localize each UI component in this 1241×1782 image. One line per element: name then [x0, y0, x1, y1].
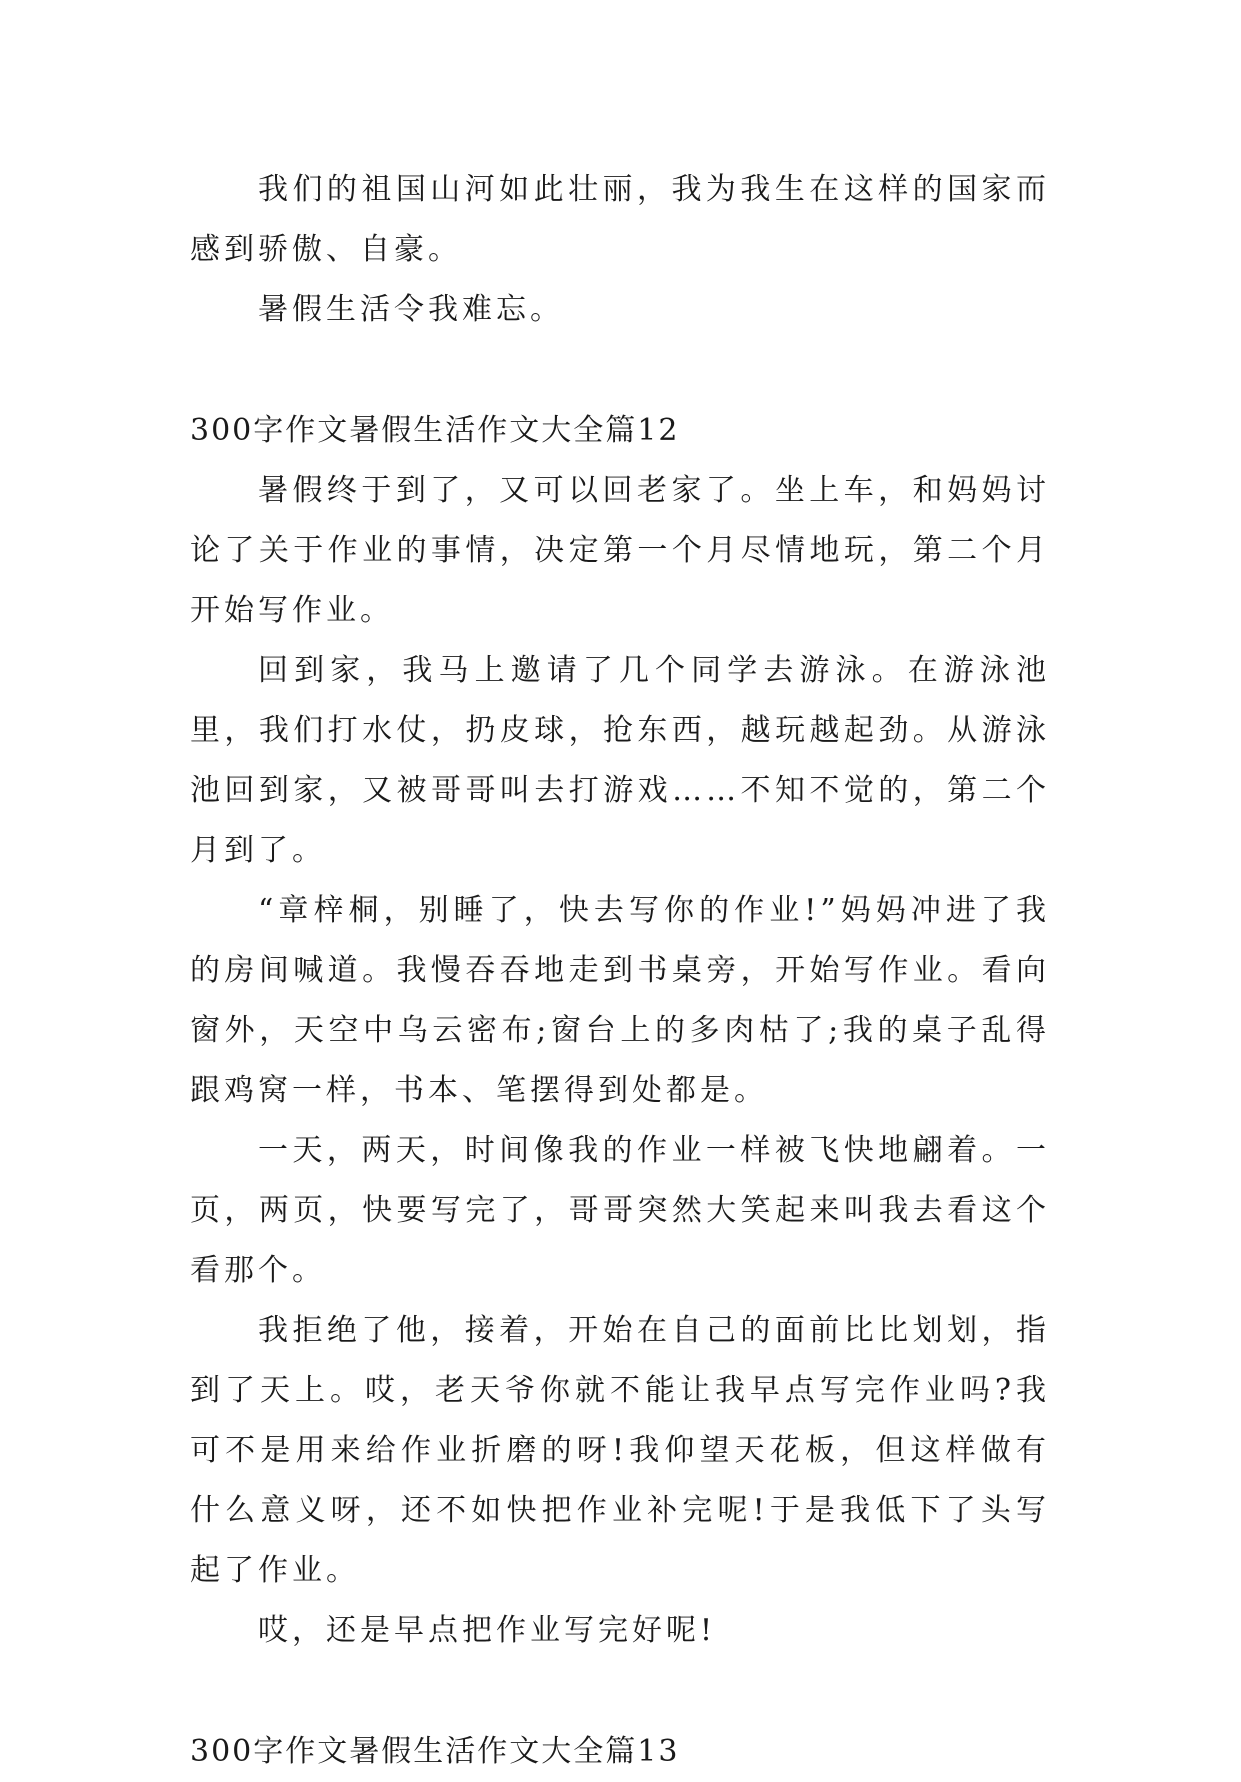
section-heading: 300字作文暑假生活作文大全篇12 — [190, 413, 680, 448]
section-gap — [190, 1661, 1050, 1722]
paragraph: 哎，还是早点把作业写完好呢! — [258, 1613, 717, 1648]
paragraph: “章梓桐，别睡了，快去写你的作业!”妈妈冲进了我的房间喊道。我慢吞吞地走到书桌旁，开始写作业。看向窗外，天空中乌云密布;窗台上的多肉枯了;我的桌子乱得跟鸡窝一样，书本、笔摆得到处都是。 — [190, 893, 1050, 1108]
paragraph: 一天，两天，时间像我的作业一样被飞快地翩着。一页，两页，快要写完了，哥哥突然大笑起来叫我去看这个看那个。 — [190, 1133, 1050, 1288]
section-heading: 300字作文暑假生活作文大全篇13 — [190, 1734, 680, 1769]
paragraph: 我拒绝了他，接着，开始在自己的面前比比划划，指到了天上。哎，老天爷你就不能让我早点写完作业吗?我可不是用来给作业折磨的呀!我仰望天花板，但这样做有什么意义呀，还不如快把作业补完呢!于是我低下了头写起了作业。 — [190, 1313, 1050, 1588]
document-page — [190, 160, 1050, 1782]
paragraph: 暑假生活令我难忘。 — [258, 292, 564, 327]
paragraph: 回到家，我马上邀请了几个同学去游泳。在游泳池里，我们打水仗，扔皮球，抢东西，越玩越起劲。从游泳池回到家，又被哥哥叫去打游戏……不知不觉的，第二个月到了。 — [190, 653, 1050, 868]
paragraph: 我们的祖国山河如此壮丽，我为我生在这样的国家而感到骄傲、自豪。 — [190, 172, 1050, 267]
section-gap — [190, 340, 1050, 401]
paragraph: 暑假终于到了，又可以回老家了。坐上车，和妈妈讨论了关于作业的事情，决定第一个月尽情地玩，第二个月开始写作业。 — [190, 473, 1050, 628]
